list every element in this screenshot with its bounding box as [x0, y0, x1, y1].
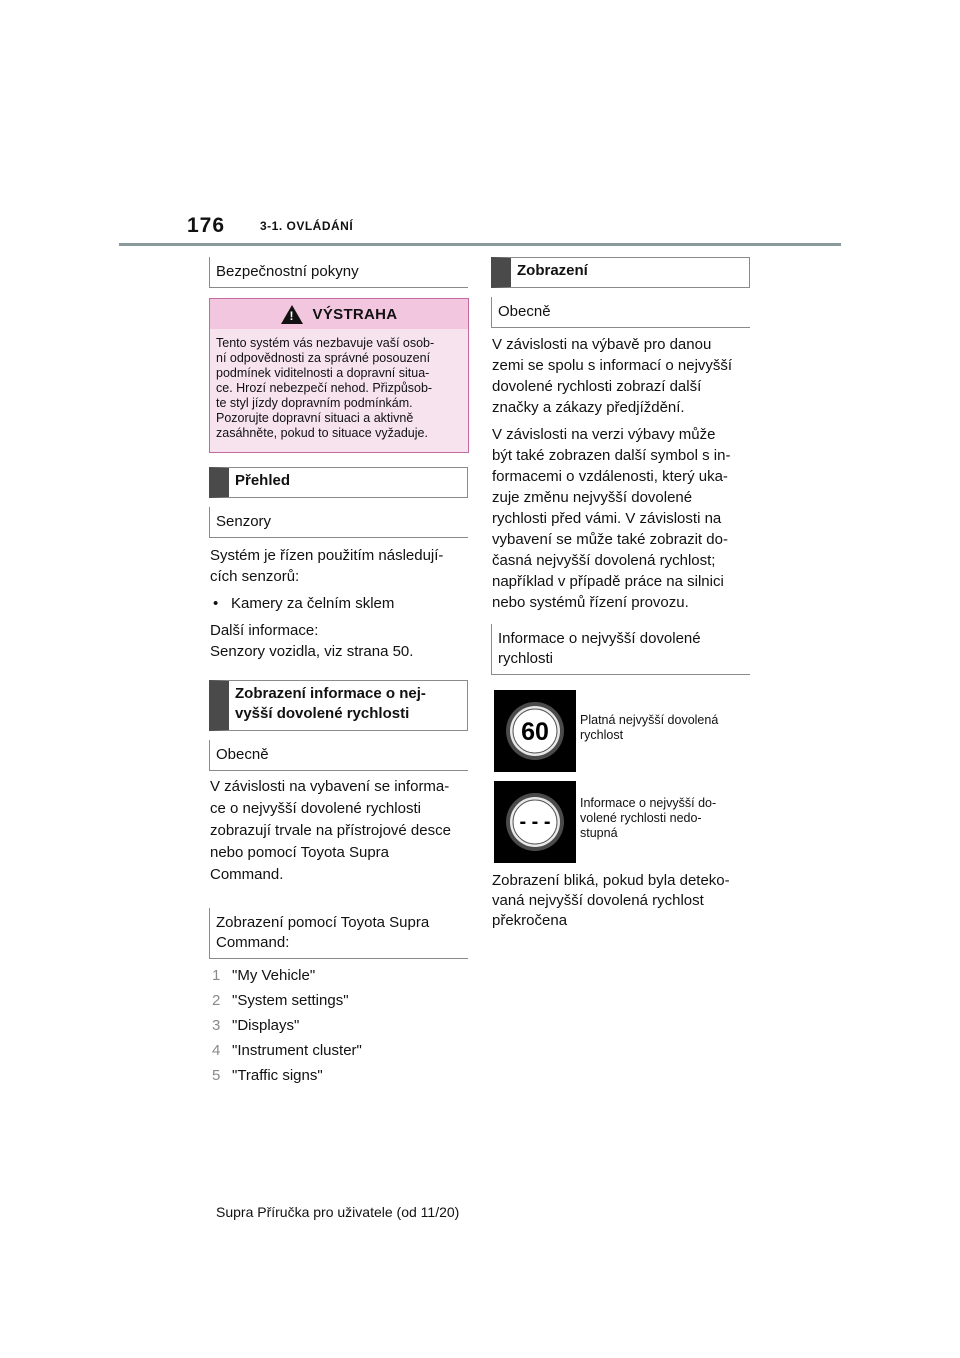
display-heading: Zobrazení [491, 257, 750, 288]
sign-value: - - - [519, 811, 551, 833]
sign-caption-unavailable: Informace o nejvyšší do- volené rychlosti nedo- stupná [580, 796, 717, 840]
warning-text: Tento systém vás nezbavuje vaší osob- ní odpovědnosti za správné posouzení podmínek viditelnosti a dopravní situa- ce. Hrozí nebezpečí nehod. Přizpůsob- te styl jízdy dopravním podmínkám. Pozorujte dopravní situaci a aktivně zasáhněte, pokud to situace vyžaduje. [216, 336, 435, 440]
footer-text: Supra Příručka pro uživatele (od 11/20) [216, 1204, 460, 1220]
sensors-text: Systém je řízen použitím následují- cích senzorů: [210, 547, 444, 585]
sign-caption-valid: Platná nejvyšší dovolená rychlost [580, 713, 719, 742]
safety-heading: Bezpečnostní pokyny [209, 257, 468, 288]
step-item: 2 "System settings" [212, 992, 349, 1009]
overview-heading: Přehled [209, 467, 468, 498]
sensors-section [210, 545, 472, 668]
chapter-title: 3-1. OVLÁDÁNÍ [260, 219, 354, 233]
speed-limit-unavailable-icon [494, 781, 576, 863]
limit-info-heading: Informace o nejvyšší dovolené rychlosti [491, 624, 750, 675]
general-heading-left: Obecně [209, 740, 468, 771]
general-heading-right: Obecně [491, 297, 750, 328]
general-text-left: V závislosti na vybavení se informa- ce o nejvyšší dovolené rychlosti zobrazují trvale na přístrojové desce nebo pomocí Toyota Supra Command. [210, 778, 451, 883]
warning-title: VÝSTRAHA [312, 305, 398, 323]
header-rule [119, 243, 841, 246]
step-item: 3 "Displays" [212, 1017, 300, 1034]
speed-limit-unavailable-sign [494, 781, 576, 863]
flash-text: Zobrazení bliká, pokud byla deteko- vaná nejvyšší dovolená rychlost překročena [492, 872, 730, 929]
sensors-bullet: • Kamery za čelním sklem [210, 593, 472, 614]
warning-header [210, 299, 468, 329]
warning-box [209, 298, 469, 453]
general-paragraph-2: V závislosti na verzi výbavy může být také zobrazen další symbol s in- formacemi o vzdálenosti, který uka- zuje změnu nejvyšší dovolené rychlosti před vámi. V závislosti na vybavení se může také zobrazit do- časná nejvyšší dovolená rychlost; například v případě práce na silnici nebo systémů řízení provozu. [492, 426, 731, 611]
steps-list [212, 963, 362, 1088]
warning-triangle-icon: ! [281, 305, 303, 324]
page-number: 176 [187, 214, 226, 237]
step-item: 1 "My Vehicle" [212, 967, 316, 984]
sign-value: 60 [521, 718, 549, 746]
step-item: 4 "Instrument cluster" [212, 1042, 362, 1059]
general-paragraph-1: V závislosti na výbavě pro danou zemi se spolu s informací o nejvyšší dovolené rychlosti zobrazí další značky a zákazy předjíždění. [492, 336, 733, 416]
speed-limit-sign-icon [494, 690, 576, 772]
step-item: 5 "Traffic signs" [212, 1067, 323, 1084]
speed-info-heading: Zobrazení informace o nej- vyšší dovolené rychlosti [209, 680, 468, 731]
general-text-right [492, 334, 754, 619]
command-heading: Zobrazení pomocí Toyota Supra Command: [209, 908, 468, 959]
speed-limit-60-sign [494, 690, 576, 772]
more-info-text: Další informace: Senzory vozidla, viz strana 50. [210, 622, 414, 660]
sensors-heading: Senzory [209, 507, 468, 538]
